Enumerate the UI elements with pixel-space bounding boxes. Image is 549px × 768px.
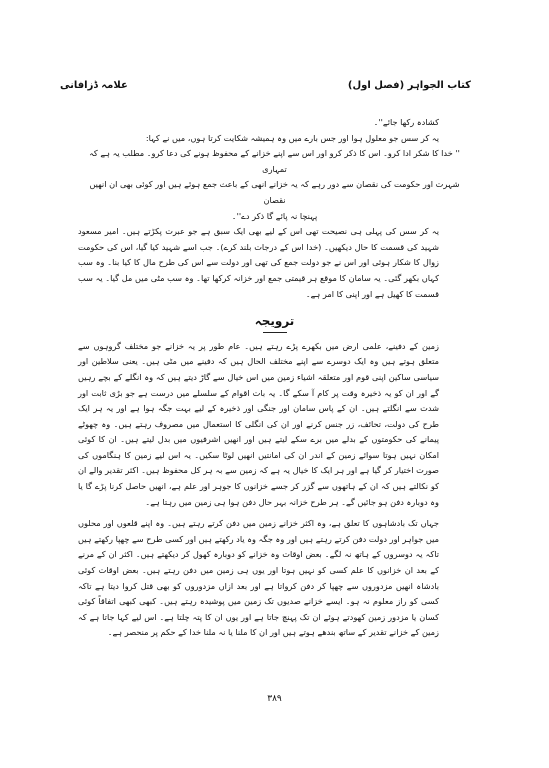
paragraph: جہاں تک بادشاہوں کا تعلق ہے، وہ اکثر خزانے زمین میں دفن کرتے رہتے ہیں۔ وہ اپنے قلعوں اور محلوں میں جواہر اور دولت دفن کرتے رہتے ہیں اور وہ جگہ وہ یاد رکھتے ہیں اور کسی طرح سے چھپا رکھتے ہیں تاکہ یہ دوسروں کے ہاتھ نہ لگے۔ بعض اوقات وہ خزانے کو دوبارہ کھول کر دیکھتے ہیں۔ اکثر ان کے مرنے کے بعد ان خزانوں کا علم کسی کو نہیں ہوتا اور یوں ہی زمین میں دفن رہتے ہیں۔ بعض اوقات کوئی بادشاہ انھیں مزدوروں سے چھپا کر دفن کرواتا ہے اور بعد ازاں مزدوروں کو بھی قتل کروا دیتا ہے تاکہ کسی کو راز معلوم نہ ہو۔ ایسے خزانے صدیوں تک زمین میں پوشیدہ رہتے ہیں۔ کبھی کبھی اتفاقاً کوئی کسان یا مزدور زمین کھودتے ہوئے ان تک پہنچ جاتا ہے اور یوں ان کا پتہ چلتا ہے۔ اس لیے کہا جاتا ہے کہ زمین کے خزانے تقدیر کے ساتھ بندھے ہوتے ہیں اور ان کا ملنا یا نہ ملنا خدا کے حکم پر منحصر ہے۔ xyxy=(77,518,439,638)
text-line: کشادہ رکھا جائے''۔ xyxy=(373,117,439,127)
heading-underline xyxy=(263,332,287,333)
quote-line: پہنچا نہ پائے گا ذکر دے''۔ xyxy=(231,210,318,221)
author-name: علامہ ڈزافانی xyxy=(60,80,128,91)
quote-line: شہرت اور حکومت کی نقصان سے دور رہے کہ یہ خزانے انھی کے باعث جمع ہوئے ہیں اور کوئی بھی ان انھیں نقصان xyxy=(89,179,460,205)
book-title: کتاب الجواہر (فصل اول) xyxy=(347,80,471,91)
paragraph: یہ کر سس کی پہلی ہی نصیحت تھی اس کے لیے بھی ایک سبق ہے جو عبرت پکڑتے ہیں۔ امیر مسعود شہید کی قسمت کا حال دیکھیں۔ (خدا اس کے درجات بلند کرے)۔ جب اسے شہید کیا گیا، اس کی حکومت زوال کا شکار ہوئی اور اس نے جو دولت جمع کی تھی اور دولت سے اس کی طرح مال کا کیا بنا۔ وہ سب کہاں بکھر گئی۔ یہ سامان کا موقع ہر قیمتی جمع اور خزانہ کرکھا تھا۔ وہ سب مٹی میں مل گیا۔ یہ سب قسمت کا کھیل ہے اور اپنی کا امر ہے۔ xyxy=(78,226,439,299)
quote-line: '' خدا کا شکر ادا کرو۔ اس کا ذکر کرو اور اس سے اپنے خزانے کے محفوظ ہونے کی دعا کرو۔ مطلب یہ ہے کہ تمہاری xyxy=(89,148,460,174)
paragraph: زمین کے دفینے، علمی ارض میں بکھرے پڑے رہتے ہیں۔ عام طور پر یہ خزانے جو مختلف گروہوں سے متعلق ہوتے ہیں وہ ایک دوسرے سے اپنے مختلف الحال ہیں کہ دفینے میں مٹی ہیں۔ یعنی سلاطین اور سیاسی ساکین اپنی قوم اور متعلقہ اشیاء زمین میں اس خیال سے گاڑ دیتے ہیں کہ وہ انگلے کے بچے رہیں گے اور ان کو یہ ذخیرہ وقت پر کام آ سکے گا۔ یہ بات اقوام کے سلسلے میں درست ہے جو بڑی ثابت اور شدت سے انگلتے ہیں۔ ان کے پاس سامان اور جنگی اور ذخیرہ کے لیے بہت جگہ ہوا ہے اور یہ ہر ایک طرح کی دولت، تحائف، زر جنس کرنے اور ان کی انگلی کا استعمال میں مصروف رہتے ہیں۔ وہ چھوٹے پیمانے کی حکومتوں کے بدلے میں برے سکے لیتے ہیں اور انھیں اشرفیوں میں بدل لیتے ہیں۔ ان کا کوئی امکان نہیں ہوتا سوائے زمین کے اندر ان کی امانتیں انھیں لوٹا سکیں۔ یہ اس لیے زمین کا ہنگاموں کی صورت اختیار کر گیا ہے اور ہر ایک کا خیال یہ ہے کہ زمین سے بہ ہر کل محفوظ ہیں۔ اکثر تقدیر والے ان کو نکالتے ہیں کہ ان کے ہاتھوں سے گزر کر جسے خزانوں کا جوہر اور علم ہے، انھیں حاصل کرنا پڑے گا یا وہ دوبارہ دفن ہو جائیں گے۔ ہر طرح خزانہ بہر حال دفن ہوا ہی زمین میں رہتا ہے۔ xyxy=(78,340,439,507)
section-heading-text: ترویجہ xyxy=(254,314,295,329)
page-number: ۳۸۹ xyxy=(267,694,282,704)
section-heading xyxy=(78,314,471,333)
page-body xyxy=(78,115,471,641)
text-line: یہ کر سس جو معلول ہوا اور جس بارے میں وہ ہمیشہ شکایت کرتا ہوں، میں نے کہا: xyxy=(145,132,439,143)
page-header xyxy=(60,80,471,96)
